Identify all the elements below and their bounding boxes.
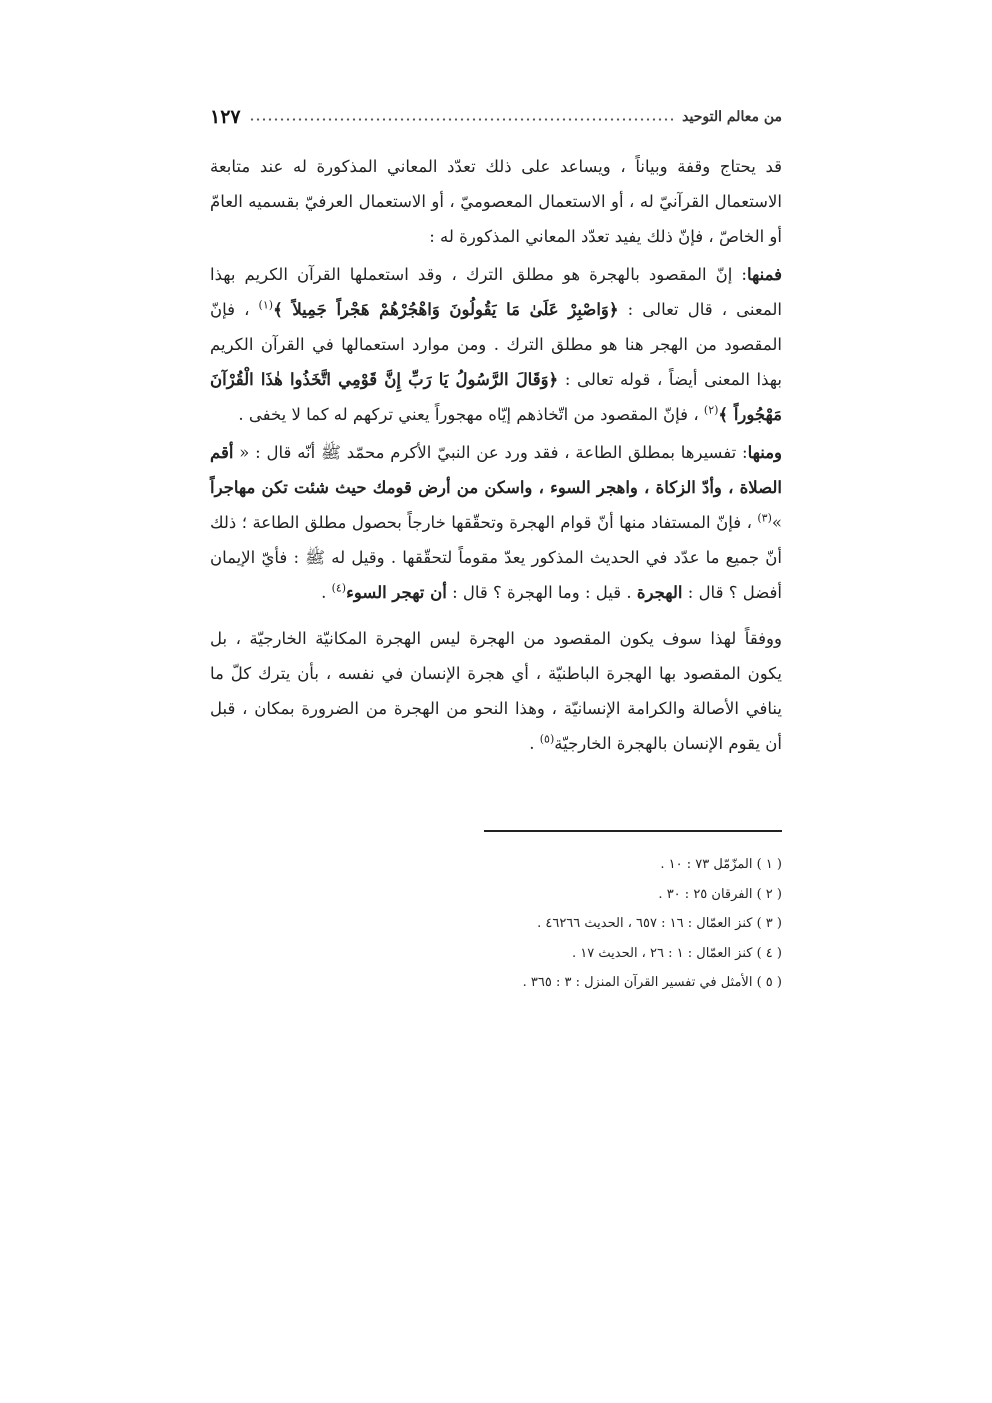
paragraph-lead: فمنها xyxy=(746,265,782,285)
paragraph-text: ووفقاً لهذا سوف يكون المقصود من الهجرة ليس الهجرة المكانيّة الخارجيّة ، بل يكون المقصود بها الهجرة الباطنيّة ، أي هجرة الإنسان في نفسه ، بأن يترك كلّ ما ينافي الأصالة والكرامة الإنسانيّة ، وهذا النحو من الهجرة من الضرورة بمكان ، قبل أن يقوم الإنسان بالهجرة الخارجيّة xyxy=(210,629,782,753)
quran-verse: ﴿وَاصْبِرْ عَلَىٰ مَا يَقُولُونَ وَاهْجُرْهُمْ هَجْراً جَمِيلاً ﴾ xyxy=(273,300,619,320)
footnote-ref[interactable]: (١) xyxy=(258,298,274,312)
paragraph-2 xyxy=(210,258,782,432)
footnote-ref[interactable]: (٤) xyxy=(331,581,347,595)
footnote-2: ( ٢ ) الفرقان ٢٥ : ٣٠ . xyxy=(658,886,782,902)
body-text xyxy=(210,150,782,762)
paragraph-lead: ومنها xyxy=(747,443,782,463)
paragraph-text: » xyxy=(771,512,782,532)
hadith-quote: الهجرة xyxy=(636,582,683,602)
running-header xyxy=(210,102,782,132)
running-title: من معالم التوحيد xyxy=(682,109,782,125)
footnote-1: ( ١ ) المزّمّل ٧٣ : ١٠ . xyxy=(660,857,782,872)
footnote-ref[interactable]: (٣) xyxy=(757,511,772,525)
paragraph-text: ، فإنّ المقصود من اتّخاذهم إيّاه مهجوراً يعني تركهم له كما لا يخفى . xyxy=(238,404,704,424)
paragraph-text: . xyxy=(529,733,540,753)
dot-leader xyxy=(249,118,675,121)
paragraph-text: : تفسيرها بمطلق الطاعة ، فقد ورد عن النبيّ الأكرم محمّد ﷺ أنّه قال : « xyxy=(233,443,748,463)
footnote-ref[interactable]: (٥) xyxy=(539,732,555,746)
quran-verse: ﴿وَقَالَ الرَّسُولُ يَا رَبِّ إِنَّ قَوْمِي اتَّخَذُوا هٰذَا الْقُرْآنَ مَهْجُوراً ﴾ xyxy=(210,369,782,424)
paragraph-text: ، فإنّ المقصود من الهجر هنا هو مطلق الترك . ومن موارد استعمالها في القرآن الكريم بهذا المعنى أيضاً ، قوله تعالى : xyxy=(210,300,782,389)
paragraph-4 xyxy=(210,622,782,761)
paragraph-text: . قيل : وما الهجرة ؟ قال : xyxy=(446,582,637,602)
footnote-ref[interactable]: (٢) xyxy=(703,403,719,417)
paragraph-3 xyxy=(210,436,782,610)
footnote-separator xyxy=(484,830,782,832)
footnote-4: ( ٤ ) كنز العمّال : ١ : ٢٦ ، الحديث ١٧ . xyxy=(572,945,782,961)
paragraph-text: . xyxy=(321,582,332,602)
footnote-5: ( ٥ ) الأمثل في تفسير القرآن المنزل : ٣ : ٣٦٥ . xyxy=(522,975,782,990)
footnotes xyxy=(440,850,782,998)
footnote-3: ( ٣ ) كنز العمّال : ١٦ : ٦٥٧ ، الحديث ٤٦٢٦٦ . xyxy=(537,916,782,931)
paragraph-text: ، فإنّ المستفاد منها أنّ قوام الهجرة وتحقّقها خارجاً بحصول مطلق الطاعة ؛ ذلك أنّ جميع ما عدّد في الحديث المذكور يعدّ مقوماً لتحقّقها . وقيل له ﷺ : فأيّ الإيمان أفضل ؟ قال : xyxy=(210,512,782,602)
hadith-quote: أقم الصلاة ، وأدّ الزكاة ، واهجر السوء ، واسكن من أرض قومك حيث شئت تكن مهاجراً xyxy=(210,443,782,498)
paragraph-1: قد يحتاج وقفة وبياناً ، ويساعد على ذلك تعدّد المعاني المذكورة له عند متابعة الاستعمال القرآنيّ له ، أو الاستعمال المعصوميّ ، أو الاستعمال العرفيّ بقسميه العامّ أو الخاصّ ، فإنّ ذلك يفيد تعدّد المعاني المذكورة له : xyxy=(210,157,782,246)
paragraph-text: : إنّ المقصود بالهجرة هو مطلق الترك ، وقد استعملها القرآن الكريم بهذا المعنى ، قال تعالى : xyxy=(210,265,782,320)
hadith-quote: أن تهجر السوء xyxy=(346,582,447,602)
page-number: ١٢٧ xyxy=(210,106,241,128)
